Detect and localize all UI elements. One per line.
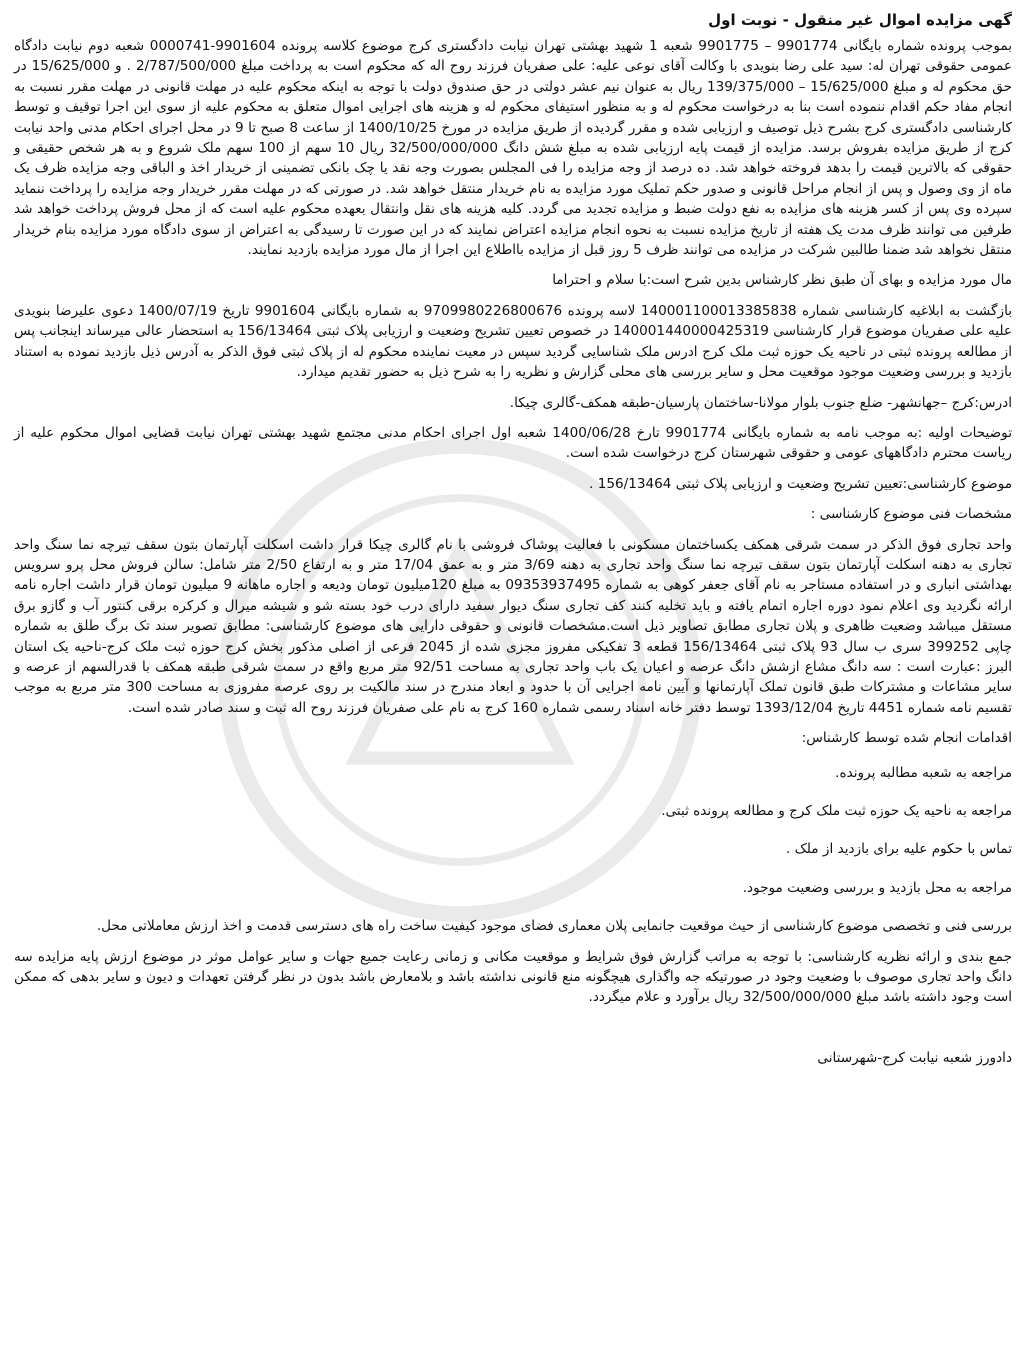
paragraph-expert-subject: موضوع کارشناسی:تعیین تشریح وضعیت و ارزیابی پلاک ثبتی 156/13464 . bbox=[589, 475, 1012, 492]
paragraph-technical-specs: واحد تجاری فوق الذکر در سمت شرقی همکف یکساختمان مسکونی با فعالیت پوشاک فروشی با نام گالری چیکا قرار داشت اسکلت آپارتمان بتون سقف تیرچه نما سنگ واحد تجاری به دهنه اسکلت آپارتمان بتون سقف تیرچه نما سنگ واحد تجاری به دهنه 3/69 متر و به عمق 17/04 متر و به ارتفاع 2/50 متر شامل: سالن فروش محل پرو سرویس بهداشتی انباری و در استفاده مستاجر به نام آقای جعفر کوهی به شماره 09353937495 به مبلغ 120میلیون تومان ودیعه و اجاره ماهانه 9 میلیون تومان قرار داشت اجاره نامه ارائه نگردید وی اعلام نمود دوره اجاره اتمام یافته و باید تخلیه کنند کف تجاری سنگ دیوار سفید دارای درب خود بسته شو و شیشه میرال و کرکره برقی کنتور آب و گازو برق مستقل میباشد وضعیت ظاهری و پلان تجاری مطابق تصاویر ذیل است.مشخصات قانونی و حقوقی دارایی های موضوع کارشناسی: مطابق تصویر سند تک برگ طلق به شماره چاپی 399252 سری ب سال 93 پلاک ثبتی 156/13464 قطعه 3 تفکیکی مفروز مجزی شده از 2045 فرعی از اصلی مذکور بخش کرج حوزه ثبت ملک کرج-ناحیه یک استان البرز :عبارت است : سه دانگ مشاع ازشش دانگ عرصه و اعیان یک باب واحد تجاری به مساحت 92/51 متر مربع واقع در سمت شرقی طبقه همکف با قدرالسهم از عرصه و سایر مشاعات و مشترکات طبق قانون تملک آپارتمانها و آیین نامه اجرایی آن با حدود و ابعاد مندرج در سند مالکیت بر روی عرصه مفروزی به مساحت 300 متر مربع به موجب تقسیم نامه شماره 4451 تاریخ 1393/12/04 توسط دفتر خانه اسناد رسمی شماره 160 کرج به نام علی صفریان فرزند روح اله ثبت و سند صادر شده است. bbox=[14, 536, 1012, 716]
list-item: تماس با حکوم علیه برای بازدید از ملک . bbox=[786, 841, 1012, 858]
paragraph-auction-terms: بموجب پرونده شماره بایگانی 9901774 – 9901775 شعبه 1 شهید بهشتی تهران نیابت دادگستری کرج موضوع کلاسه پرونده 9901604-0000741 شعبه دوم نیابت دادگاه عمومی حقوقی تهران له: سید علی رضا بنویدی با وکالت آقای نوعی علیه: علی صفریان فرزند روح اله که محکوم است به پرداخت مبلغ 2/787/500/000 . و 15/625/000 در حق محکوم له و مبلغ 15/625/000 – 139/375/000 ریال به عنوان نیم عشر دولتی در حق صندوق دولت با توجه به اینکه محکوم علیه در مهلت قانونی در مهلت مقرر نسبت به انجام مفاد حکم اقدام ننموده است بنا به درخواست محکوم له و به منظور استیفای محکوم له و هزینه های اجرایی اموال متعلق به محکوم علیه از سوی این اجرا توقیف و توسط کارشناسی دادگستری کرج بشرح ذیل توصیف و ارزیابی شده و مقرر گردیده از طریق مزایده در مورخ 1400/10/25 از ساعت 8 صبح تا 9 در محل اجرای احکام مدنی واحد نیابت کرج از طریق مزایده بفروش برسد. مزایده از قیمت پایه ارزیابی شده به مبلغ شش دانگ 32/500/000/000 ریال 10 سهم از 100 سهم ملک شروع و به هر شخص حقیقی و حقوقی که بالاترین قیمت را بدهد فروخته خواهد شد. ده درصد از وجه مزایده را فی المجلس بصورت وجه نقد یا چک بانکی تضمینی از خریدار اخذ و الباقی وجه مزایده ظرف یک ماه از وی وصول و پس از انجام مراحل قانونی و صدور حکم تملیک مورد مزایده به نام خریدار منتقل خواهد شد. در صورتی که در مهلت مقرر خریدار وجه مزایده را پرداخت ننماید سپرده وی پس از کسر هزینه های مزایده به نفع دولت ضبط و مزایده تجدید می گردد. کلیه هزینه های نقل وانتقال بعهده محکوم علیه است که از محل فروش پرداخت خواهد شد طرفین می توانند ظرف مدت یک هفته از تاریخ مزایده نسبت به نحوه انجام مزایده اعتراض نمایند که در این صورت تا رسیدگی به اعتراض از سوی دادگاه مورد مزایده بنام خریدار منتقل نخواهد شد ضمنا طالبین شرکت در مزایده می توانند ظرف 5 روز قبل از مزایده بااطلاع این اجرا از مال مورد مزایده بازدید نمایند. bbox=[14, 38, 1013, 259]
signature-line: دادورز شعبه نیابت کرج-شهرستانی bbox=[817, 1049, 1012, 1066]
list-item: مراجعه به محل بازدید و بررسی وضعیت موجود. bbox=[742, 879, 1012, 896]
paragraph-address: ادرس:کرج –جهانشهر- ضلع جنوب بلوار مولانا-ساختمان پارسیان-طبقه همکف-گالری چیکا. bbox=[509, 394, 1012, 411]
paragraph-conclusion: جمع بندی و ارائه نظریه کارشناسی: با توجه به مراتب گزارش فوق شرایط و موقعیت مکانی و زمانی رعایت جمیع جهات و سایر عوامل موثر در موضوع ارزش پایه مزایده سه دانگ واحد تجاری موصوف با وضعیت وجود در صورتیکه جه واگذاری هیچگونه منع قانونی نداشته باشد و بلامعارض باشد بدون در نظر گرفتن تعهدات و دیون و سایر بدهی که ممکن است وجود داشته باشد مبلغ 32/500/000/000 ریال برآورد و علام میگردد. bbox=[14, 948, 1012, 1006]
list-item: مراجعه به ناحیه یک حوزه ثبت ملک کرج و مطالعه پرونده ثبتی. bbox=[661, 803, 1012, 819]
paragraph-expert-return: بازگشت به ابلاغیه کارشناسی شماره 140001100013385838 لاسه پرونده 9709980226800676 به شماره بایگانی 9901604 تاریخ 1400/07/19 دعوی علیرضا بنویدی علیه علی صفریان موضوع قرار کارشناسی 140001440000425319 در خصوص تعیین تشریح وضعیت و ارزیابی پلاک ثبتی 156/13464 به استحضار عالی میرساند اینجانب پس از مطالعه پرونده ثبتی در ناحیه یک حوزه ثبت ملک کرج ادرس ملک شناسایی گردید سپس در معیت نماینده محکوم له از پلاک ثبتی فوق الذکر به آدرس ذیل بازدید نموده به استناد بازدید و بررسی وضعیت موجود موقعیت محل و سایر بررسی های محلی گزارش و نظریه را به شرح ذیل به حضور تقدیم میدارد. bbox=[14, 302, 1013, 381]
paragraph-expert-intro: مال مورد مزایده و بهای آن طبق نظر کارشناس بدین شرح است:با سلام و احتراما bbox=[552, 272, 1012, 289]
paragraph-technical-review: بررسی فنی و تخصصی موضوع کارشناسی از حیث موقعیت جانمایی پلان معماری فضای موجود کیفیت ساخت راه های دسترسی قدمت و اخذ ارزش معاملاتی محل. bbox=[96, 918, 1012, 935]
list-item: مراجعه به شعبه مطالبه پرونده. bbox=[835, 764, 1012, 781]
paragraph-initial-notes: توضیحات اولیه :به موجب نامه به شماره بایگانی 9901774 تارخ 1400/06/28 شعبه اول اجرای احکام مدنی مجتمع شهید بهشتی تهران نیابت قضایی اموال محکوم علیه از ریاست محترم دادگاههای عومی و حقوقی شهرستان کرج درخواست شده است. bbox=[14, 424, 1012, 462]
notice-title: گهی مزایده اموال غیر منقول - نوبت اول bbox=[708, 11, 1012, 29]
steps-heading: اقدامات انجام شده توسط کارشناس: bbox=[801, 730, 1012, 747]
paragraph-technical-heading: مشخصات فنی موضوع کارشناسی : bbox=[810, 506, 1012, 523]
